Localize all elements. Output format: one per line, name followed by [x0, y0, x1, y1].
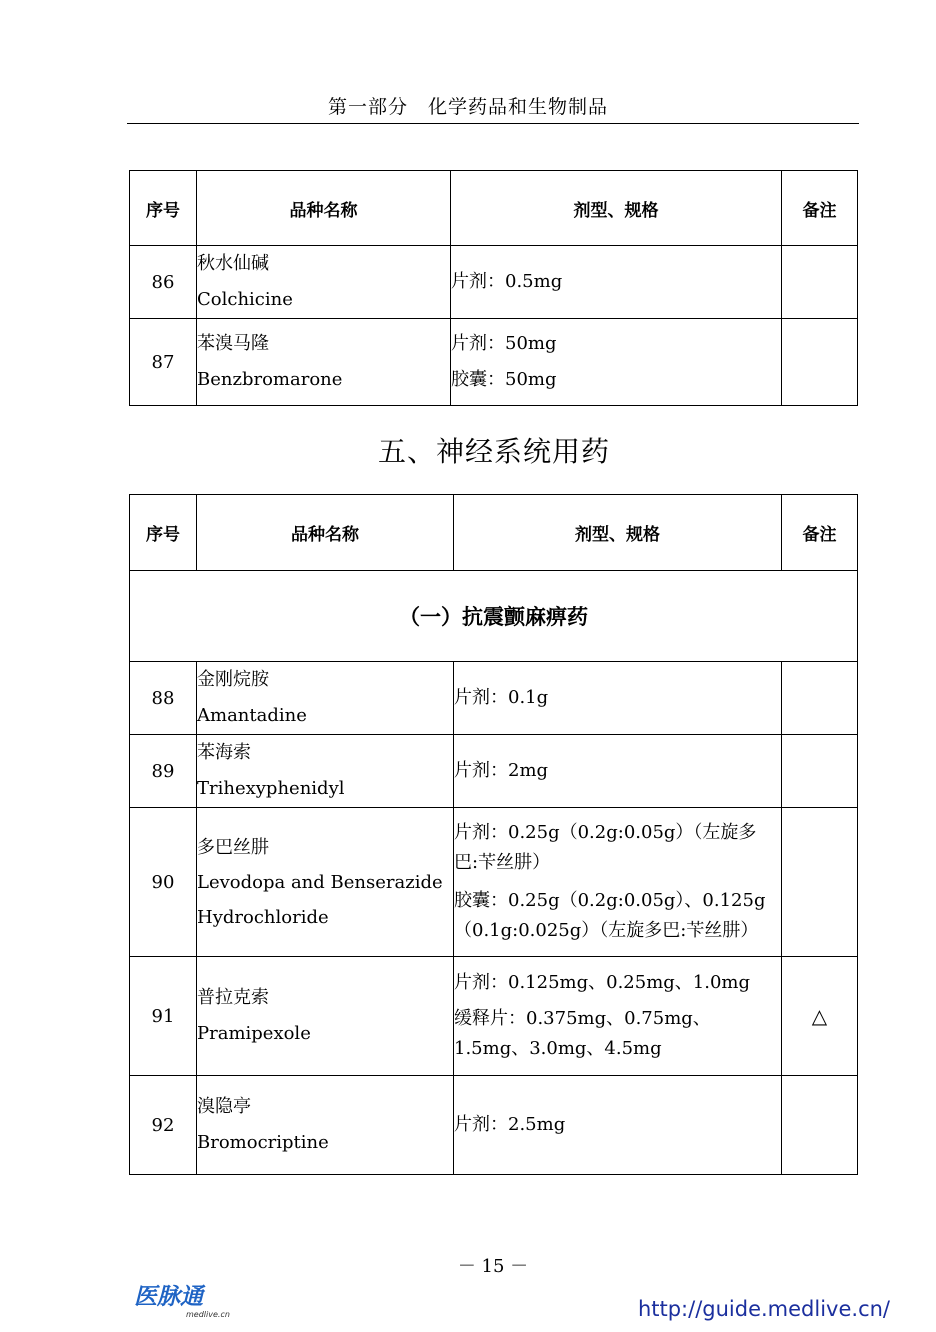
spec-line: 片剂：2.5mg — [454, 1114, 566, 1135]
drug-name — [197, 957, 454, 1076]
remark — [782, 662, 858, 735]
col-header-no: 序号 — [130, 171, 197, 246]
dosage-spec — [454, 808, 782, 957]
row-number: 92 — [130, 1076, 197, 1175]
header-rule — [127, 123, 859, 124]
row-number: 89 — [130, 735, 197, 808]
dosage-spec — [454, 735, 782, 808]
col-header-name: 品种名称 — [197, 495, 454, 571]
table-row — [130, 246, 858, 319]
drug-name-en: Trihexyphenidyl — [197, 778, 345, 799]
drug-name-cn: 金刚烷胺 — [197, 669, 269, 690]
page-number: － 15 － — [457, 1256, 529, 1277]
row-number: 87 — [130, 319, 197, 406]
drug-name-cn: 溴隐亭 — [197, 1096, 251, 1117]
drug-name-cn: 秋水仙碱 — [197, 253, 269, 274]
remark-triangle: △ — [782, 957, 858, 1076]
dosage-spec — [451, 246, 782, 319]
table-row — [130, 319, 858, 406]
section-title: 五、神经系统用药 — [377, 435, 610, 468]
spec-line: 片剂：0.5mg — [451, 271, 563, 292]
drug-name-cn: 苯海索 — [197, 742, 251, 763]
drug-name-en: Pramipexole — [197, 1023, 311, 1044]
spec-line: 片剂：0.125mg、0.25mg、1.0mg — [454, 972, 751, 993]
col-header-name: 品种名称 — [197, 171, 451, 246]
drug-name-en-cont: Hydrochloride — [197, 906, 329, 928]
drug-name-cn: 普拉克索 — [197, 987, 269, 1008]
drug-name-en: Colchicine — [197, 289, 293, 310]
logo-subtext: medlive.cn — [186, 1310, 230, 1319]
drug-name-en: Amantadine — [197, 705, 307, 726]
running-header: 第一部分 化学药品和生物制品 — [327, 96, 608, 118]
col-header-no: 序号 — [130, 495, 197, 571]
row-number: 90 — [130, 808, 197, 957]
remark — [782, 808, 858, 957]
subsection-title: （一）抗震颤麻痹药 — [130, 571, 858, 662]
table-row — [130, 1076, 858, 1175]
drug-name — [197, 319, 451, 406]
spec-line: 胶囊：50mg — [451, 369, 557, 390]
drug-name-en: Levodopa and Benserazide — [197, 871, 443, 893]
dosage-spec — [454, 662, 782, 735]
drug-table-2 — [129, 494, 858, 1175]
drug-name-cn: 多巴丝肼 — [197, 836, 269, 858]
col-header-spec: 剂型、规格 — [451, 171, 782, 246]
table-row — [130, 662, 858, 735]
col-header-spec: 剂型、规格 — [454, 495, 782, 571]
remark — [782, 246, 858, 319]
drug-name-en: Benzbromarone — [197, 369, 343, 390]
row-number: 88 — [130, 662, 197, 735]
drug-table-1 — [129, 170, 858, 406]
row-number: 86 — [130, 246, 197, 319]
medlive-logo — [134, 1280, 234, 1320]
col-header-remark: 备注 — [782, 495, 858, 571]
drug-name-en: Bromocriptine — [197, 1132, 329, 1153]
row-number: 91 — [130, 957, 197, 1076]
remark — [782, 319, 858, 406]
logo-text: 医脉通 — [134, 1284, 203, 1310]
table-header-row — [130, 171, 858, 246]
drug-name — [197, 246, 451, 319]
dosage-spec — [454, 957, 782, 1076]
dosage-spec — [451, 319, 782, 406]
table-header-row — [130, 495, 858, 571]
table-row — [130, 808, 858, 957]
table-row — [130, 957, 858, 1076]
spec-line: 片剂：2mg — [454, 760, 549, 781]
drug-name — [197, 735, 454, 808]
spec-line: 缓释片：0.375mg、0.75mg、1.5mg、3.0mg、4.5mg — [454, 1008, 711, 1059]
spec-line: 片剂：50mg — [451, 333, 557, 354]
drug-name — [197, 662, 454, 735]
drug-name-cn: 苯溴马隆 — [197, 333, 269, 354]
remark — [782, 1076, 858, 1175]
site-url-link[interactable]: http://guide.medlive.cn/ — [637, 1297, 890, 1321]
spec-line: 片剂：0.1g — [454, 687, 549, 708]
table-row — [130, 735, 858, 808]
dosage-spec — [454, 1076, 782, 1175]
drug-name — [197, 1076, 454, 1175]
drug-name — [197, 808, 454, 957]
spec-line: 胶囊：0.25g（0.2g:0.05g）、0.125g（0.1g:0.025g）（左旋多巴:苄丝肼） — [454, 890, 766, 941]
spec-line: 片剂：0.25g（0.2g:0.05g）（左旋多巴:苄丝肼） — [454, 822, 757, 873]
remark — [782, 735, 858, 808]
subsection-row — [130, 571, 858, 662]
col-header-remark: 备注 — [782, 171, 858, 246]
